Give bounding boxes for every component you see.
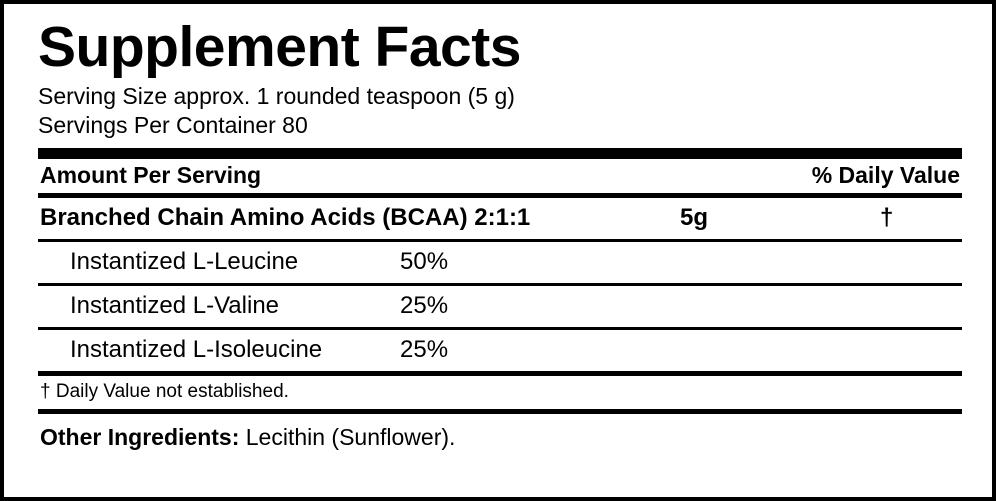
serving-size-text: Serving Size approx. 1 rounded teaspoon (5 g)	[38, 82, 515, 109]
nutrient-amount: 5g	[680, 203, 709, 231]
other-ingredients-label: Other Ingredients:	[40, 423, 240, 450]
sub-nutrient-name: Instantized L-Valine	[70, 291, 280, 319]
table-header-row	[38, 159, 964, 193]
sub-nutrient-name: Instantized L-Isoleucine	[70, 335, 323, 363]
divider-thick-top	[38, 148, 962, 159]
sub-nutrient-value: 25%	[400, 291, 449, 319]
other-ingredients-value: Lecithin (Sunflower).	[245, 423, 456, 450]
amount-per-serving-label: Amount Per Serving	[40, 161, 262, 188]
sub-nutrient-value: 25%	[400, 335, 449, 363]
sub-nutrient-name: Instantized L-Leucine	[70, 247, 299, 275]
table-row	[38, 242, 994, 283]
servings-per-container-text: Servings Per Container 80	[38, 111, 308, 138]
nutrient-daily-value: †	[880, 203, 894, 231]
table-row	[38, 198, 964, 239]
page-title: Supplement Facts	[38, 15, 521, 79]
daily-value-footnote: † Daily Value not established.	[40, 380, 289, 402]
sub-nutrient-value: 50%	[400, 247, 449, 275]
table-row	[38, 330, 994, 371]
percent-daily-value-label: % Daily Value	[811, 161, 960, 188]
other-ingredients	[38, 414, 962, 451]
nutrient-name: Branched Chain Amino Acids (BCAA) 2:1:1	[40, 203, 531, 231]
panel-inner	[38, 15, 962, 451]
table-row	[38, 286, 994, 327]
